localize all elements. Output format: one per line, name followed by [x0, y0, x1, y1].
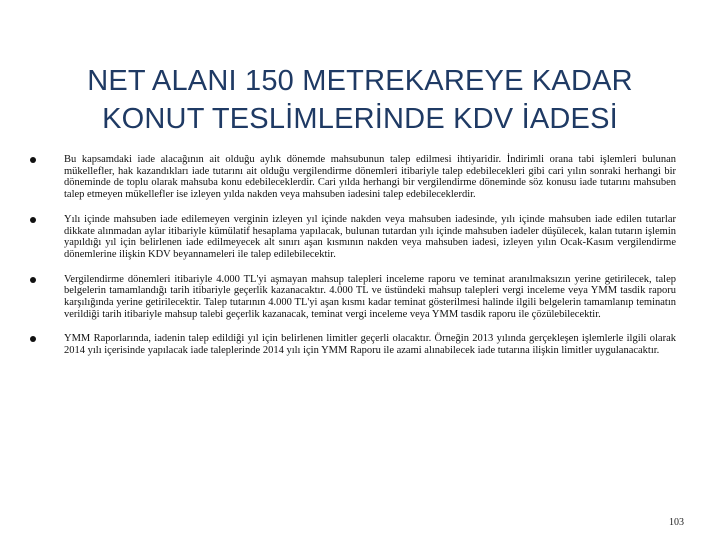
bullet-dot-icon — [30, 336, 36, 342]
slide-title — [40, 62, 680, 138]
bullet-item — [30, 333, 676, 356]
slide-title-line-1: NET ALANI 150 METREKAREYE KADAR — [87, 65, 633, 97]
bullet-dot-icon — [30, 277, 36, 283]
slide-title-line-2: KONUT TESLİMLERİNDE KDV İADESİ — [102, 103, 618, 135]
bullet-item — [30, 214, 676, 261]
bullet-text: Vergilendirme dönemleri itibariyle 4.000 TL'yi aşmayan mahsup talepleri inceleme raporu ve teminat aranılmaksızın yerine getirilecek, talep belgelerin tamamlandığı tarih itibariyle geçerlik kazanacaktır. 4.000 TL ve üstündeki mahsup talepleri vergi inceleme veya YMM tasdik raporu karşılığında yerine getirilecektir. Talep tutarının 4.000 TL'yi aşan kısmı kadar teminat gösterilmesi halinde ilgili belgelerin tamamlanıp teminatın verildiği tarih itibariyle mahsup talebi geçerlik kazanacak, teminat vergi inceleme veya YMM tasdik raporu ile çözülebilecektir. — [64, 273, 676, 320]
page-number: 103 — [669, 517, 684, 528]
bullet-item — [30, 154, 676, 201]
bullet-text: YMM Raporlarında, iadenin talep edildiği yıl için belirlenen limitler geçerli olacaktır. Örneğin 2013 yılında gerçekleşen işlemlerle ilgili olarak 2014 yılı içerisinde yapılacak iade taleplerinde 2014 yılı için YMM Raporu ile azami alınabilecek iade tutarına ilişkin limitler uygulanacaktır. — [64, 333, 676, 357]
bullet-text: Bu kapsamdaki iade alacağının ait olduğu aylık dönemde mahsubunun talep edilmesi ihtiyaridir. İndirimli orana tabi işlemleri bulunan mükellefler, hak kazandıkları iade tutarını ait olduğu vergilendirme dönemleri itibariyle talep edebilecekleri gibi cari yılın sonraki herhangi bir döneminde de toplu olarak mahsuba konu edebileceklerdir. Cari yılda herhangi bir vergilendirme döneminde söz konusu iade tutarını mahsuben talep etmeyen mükellefler ise izleyen yılda nakden veya mahsuben iadesini talep edebileceklerdir. — [64, 154, 676, 201]
bullet-text: Yılı içinde mahsuben iade edilemeyen verginin izleyen yıl içinde nakden veya mahsuben iadesinde, yılı içinde mahsuben iade edilen tutarlar dikkate alınmadan aylar itibariyle kümülatif hesaplama yapılacak, bulunan tutardan yılı içinde mahsuben iadeler düşülecek, kalan tutarın işlemin yapıldığı yıl için belirlenen iade edilmeyecek alt sınırı aşan kısmının nakden veya mahsuben iadesi, izleyen yılın Ocak-Kasım vergilendirme dönemlerine ilişkin KDV beyannameleri ile talep edilebilecektir. — [64, 213, 676, 260]
bullet-dot-icon — [30, 157, 36, 163]
bullet-item — [30, 274, 676, 321]
bullet-dot-icon — [30, 217, 36, 223]
bullet-list — [30, 154, 676, 370]
